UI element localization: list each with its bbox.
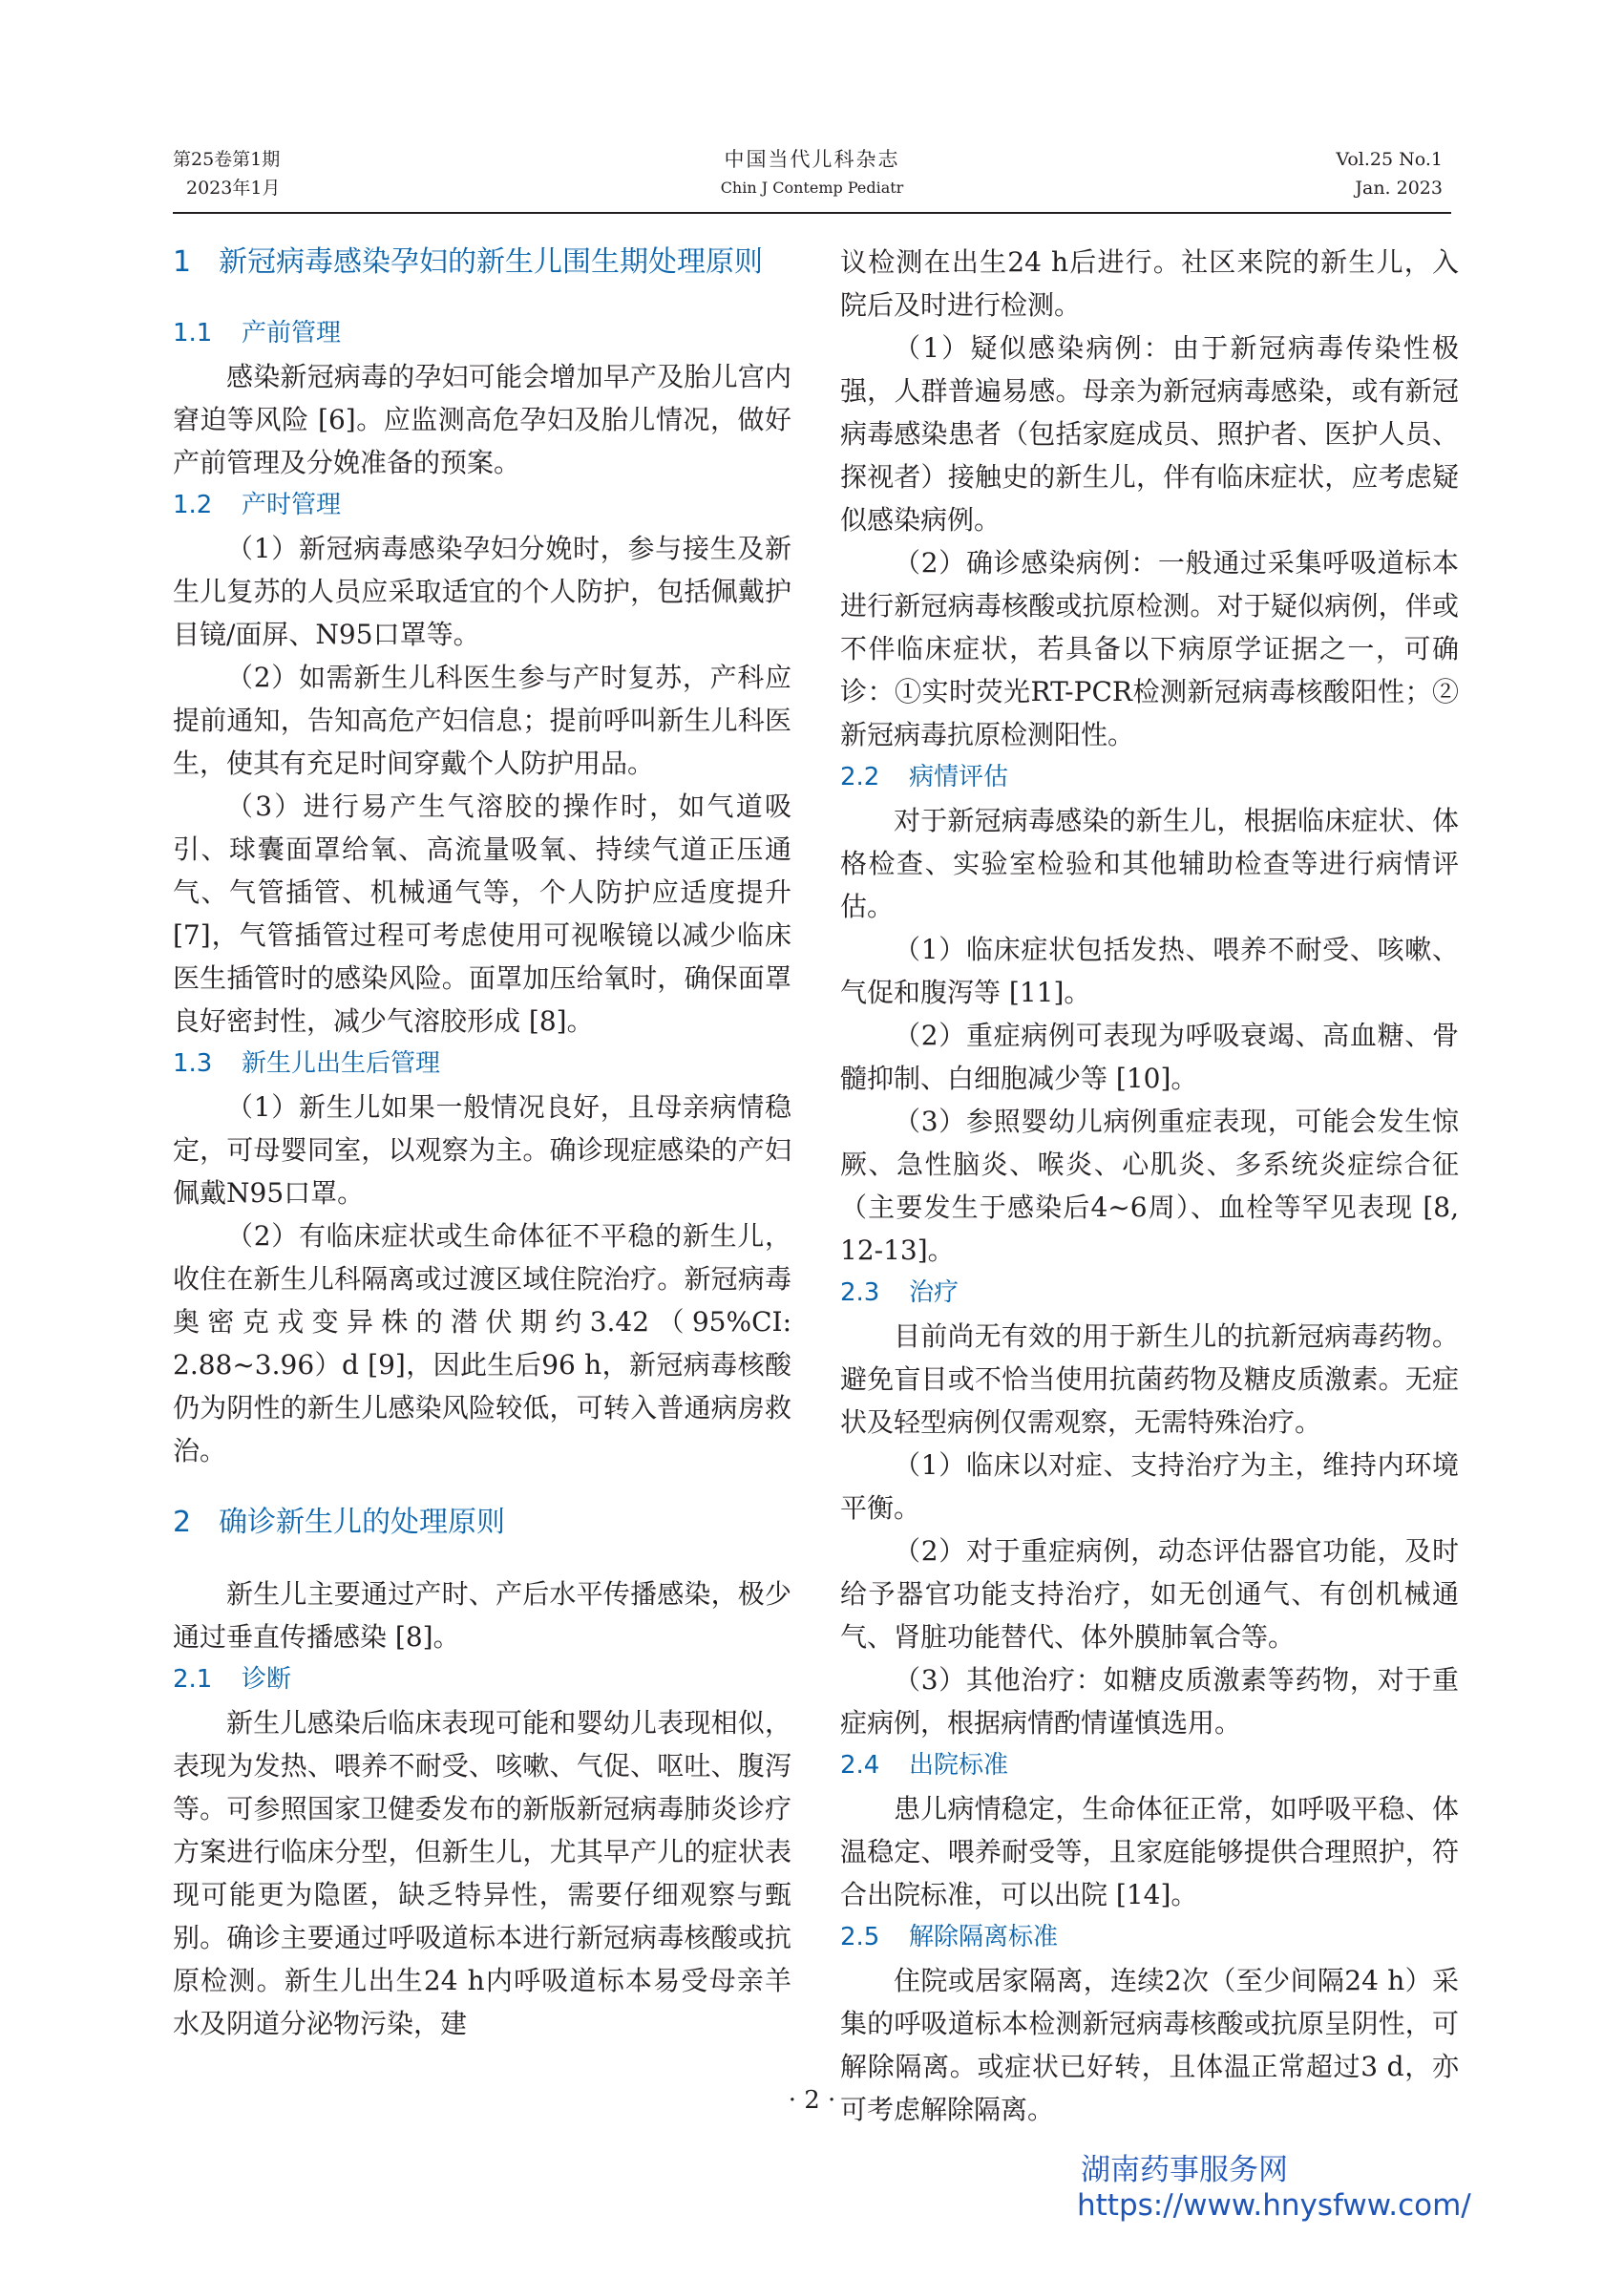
section-2-5-heading: 2.5 解除隔离标准 — [840, 1923, 1059, 1951]
paragraph: （2）如需新生儿科医生参与产时复苏，产科应提前通知，告知高危产妇信息；提前呼叫新生儿科医生，使其有充足时间穿戴个人防护用品。 — [173, 662, 791, 779]
right-column — [840, 241, 1459, 2131]
paragraph: 住院或居家隔离，连续2次（至少间隔24 h）采集的呼吸道标本检测新冠病毒核酸或抗原呈阴性，可解除隔离。或症状已好转，且体温正常超过3 d，亦可考虑解除隔离。 — [840, 1965, 1459, 2125]
paragraph: （1）临床以对症、支持治疗为主，维持内环境平衡。 — [840, 1449, 1459, 1524]
date-en: Jan. 2023 — [1355, 178, 1443, 199]
watermark-site-name: 湖南药事服务网 — [1081, 2153, 1288, 2187]
paragraph: （3）其他治疗：如糖皮质激素等药物，对于重症病例，根据病情酌情谨慎选用。 — [840, 1664, 1459, 1739]
page-number: · 2 · — [788, 2086, 836, 2115]
paragraph: （2）确诊感染病例：一般通过采集呼吸道标本进行新冠病毒核酸或抗原检测。对于疑似病例，伴或不伴临床症状，若具备以下病原学证据之一，可确诊：①实时荧光RT-PCR检测新冠病毒核酸阳性；②新冠病毒抗原检测阳性。 — [840, 547, 1459, 750]
left-column — [173, 241, 791, 2045]
watermark-url: https://www.hnysfww.com/ — [1077, 2188, 1471, 2223]
section-1-3-heading: 1.3 新生儿出生后管理 — [173, 1049, 441, 1078]
paragraph: （1）新生儿如果一般情况良好，且母亲病情稳定，可母婴同室，以观察为主。确诊现症感染的产妇佩戴N95口罩。 — [173, 1091, 791, 1209]
paragraph: 患儿病情稳定，生命体征正常，如呼吸平稳、体温稳定、喂养耐受等，且家庭能够提供合理照护，符合出院标准，可以出院 [14]。 — [840, 1793, 1459, 1910]
header-rule — [173, 212, 1451, 214]
section-2-1-heading: 2.1 诊断 — [173, 1665, 292, 1694]
paragraph: （2）重症病例可表现为呼吸衰竭、高血糖、骨髓抑制、白细胞减少等 [10]。 — [840, 1020, 1459, 1094]
journal-name-cn: 中国当代儿科杂志 — [724, 148, 900, 171]
paragraph-continued: 议检测在出生24 h后进行。社区来院的新生儿，入院后及时进行检测。 — [840, 246, 1459, 321]
paragraph: （2）有临床症状或生命体征不平稳的新生儿，收住在新生儿科隔离或过渡区域住院治疗。新冠病毒奥密克戎变异株的潜伏期约3.42（95%CI: 2.88~3.96）d [9]，因此生后96 h，新冠病毒核酸仍为阴性的新生儿感染风险较低，可转入普通病房救治。 — [173, 1220, 791, 1466]
journal-name-en: Chin J Contemp Pediatr — [720, 179, 904, 197]
section-2-3-heading: 2.3 治疗 — [840, 1278, 960, 1307]
paragraph: 新生儿感染后临床表现可能和婴幼儿表现相似，表现为发热、喂养不耐受、咳嗽、气促、呕吐、腹泻等。可参照国家卫健委发布的新版新冠病毒肺炎诊疗方案进行临床分型，但新生儿，尤其早产儿的症状表现可能更为隐匿，缺乏特异性，需要仔细观察与甄别。确诊主要通过呼吸道标本进行新冠病毒核酸或抗原检测。新生儿出生24 h内呼吸道标本易受母亲羊水及阴道分泌物污染，建 — [173, 1707, 791, 2039]
section-2-2-heading: 2.2 病情评估 — [840, 763, 1009, 791]
paragraph: 新生儿主要通过产时、产后水平传播感染，极少通过垂直传播感染 [8]。 — [173, 1578, 791, 1653]
section-2-4-heading: 2.4 出院标准 — [840, 1751, 1009, 1780]
paragraph: 对于新冠病毒感染的新生儿，根据临床症状、体格检查、实验室检验和其他辅助检查等进行病情评估。 — [840, 805, 1459, 922]
paragraph: （3）参照婴幼儿病例重症表现，可能会发生惊厥、急性脑炎、喉炎、心肌炎、多系统炎症综合征（主要发生于感染后4~6周）、血栓等罕见表现 [8, 12-13]。 — [840, 1106, 1459, 1266]
volume-issue-en: Vol.25 No.1 — [1336, 149, 1443, 170]
paragraph: （1）新冠病毒感染孕妇分娩时，参与接生及新生儿复苏的人员应采取适宜的个人防护，包括佩戴护目镜/面屏、N95口罩等。 — [173, 533, 791, 650]
paragraph: （1）疑似感染病例：由于新冠病毒传染性极强，人群普遍易感。母亲为新冠病毒感染，或有新冠病毒感染患者（包括家庭成员、照护者、医护人员、探视者）接触史的新生儿，伴有临床症状，应考虑疑似感染病例。 — [840, 332, 1459, 536]
paragraph: （1）临床症状包括发热、喂养不耐受、咳嗽、气促和腹泻等 [11]。 — [840, 934, 1459, 1008]
section-2-heading: 2 确诊新生儿的处理原则 — [173, 1506, 505, 1539]
running-header-right — [1336, 145, 1443, 202]
volume-issue-cn: 第25卷第1期 — [173, 149, 281, 170]
paragraph: 目前尚无有效的用于新生儿的抗新冠病毒药物。避免盲目或不恰当使用抗菌药物及糖皮质激素。无症状及轻型病例仅需观察，无需特殊治疗。 — [840, 1320, 1459, 1438]
section-1-2-heading: 1.2 产时管理 — [173, 491, 342, 519]
paragraph: （2）对于重症病例，动态评估器官功能，及时给予器官功能支持治疗，如无创通气、有创机械通气、肾脏功能替代、体外膜肺氧合等。 — [840, 1535, 1459, 1653]
watermark — [1077, 2153, 1471, 2224]
section-1-1-heading: 1.1 产前管理 — [173, 319, 342, 348]
date-cn: 2023年1月 — [186, 178, 281, 199]
section-1-heading: 1 新冠病毒感染孕妇的新生儿围生期处理原则 — [173, 245, 763, 279]
paragraph: （3）进行易产生气溶胶的操作时，如气道吸引、球囊面罩给氧、高流量吸氧、持续气道正压通气、气管插管、机械通气等，个人防护应适度提升 [7]，气管插管过程可考虑使用可视喉镜以减少临床医生插管时的感染风险。面罩加压给氧时，确保面罩良好密封性，减少气溶胶形成 [8]。 — [173, 791, 791, 1037]
paragraph: 感染新冠病毒的孕妇可能会增加早产及胎儿宫内窘迫等风险 [6]。应监测高危孕妇及胎儿情况，做好产前管理及分娩准备的预案。 — [173, 361, 791, 478]
